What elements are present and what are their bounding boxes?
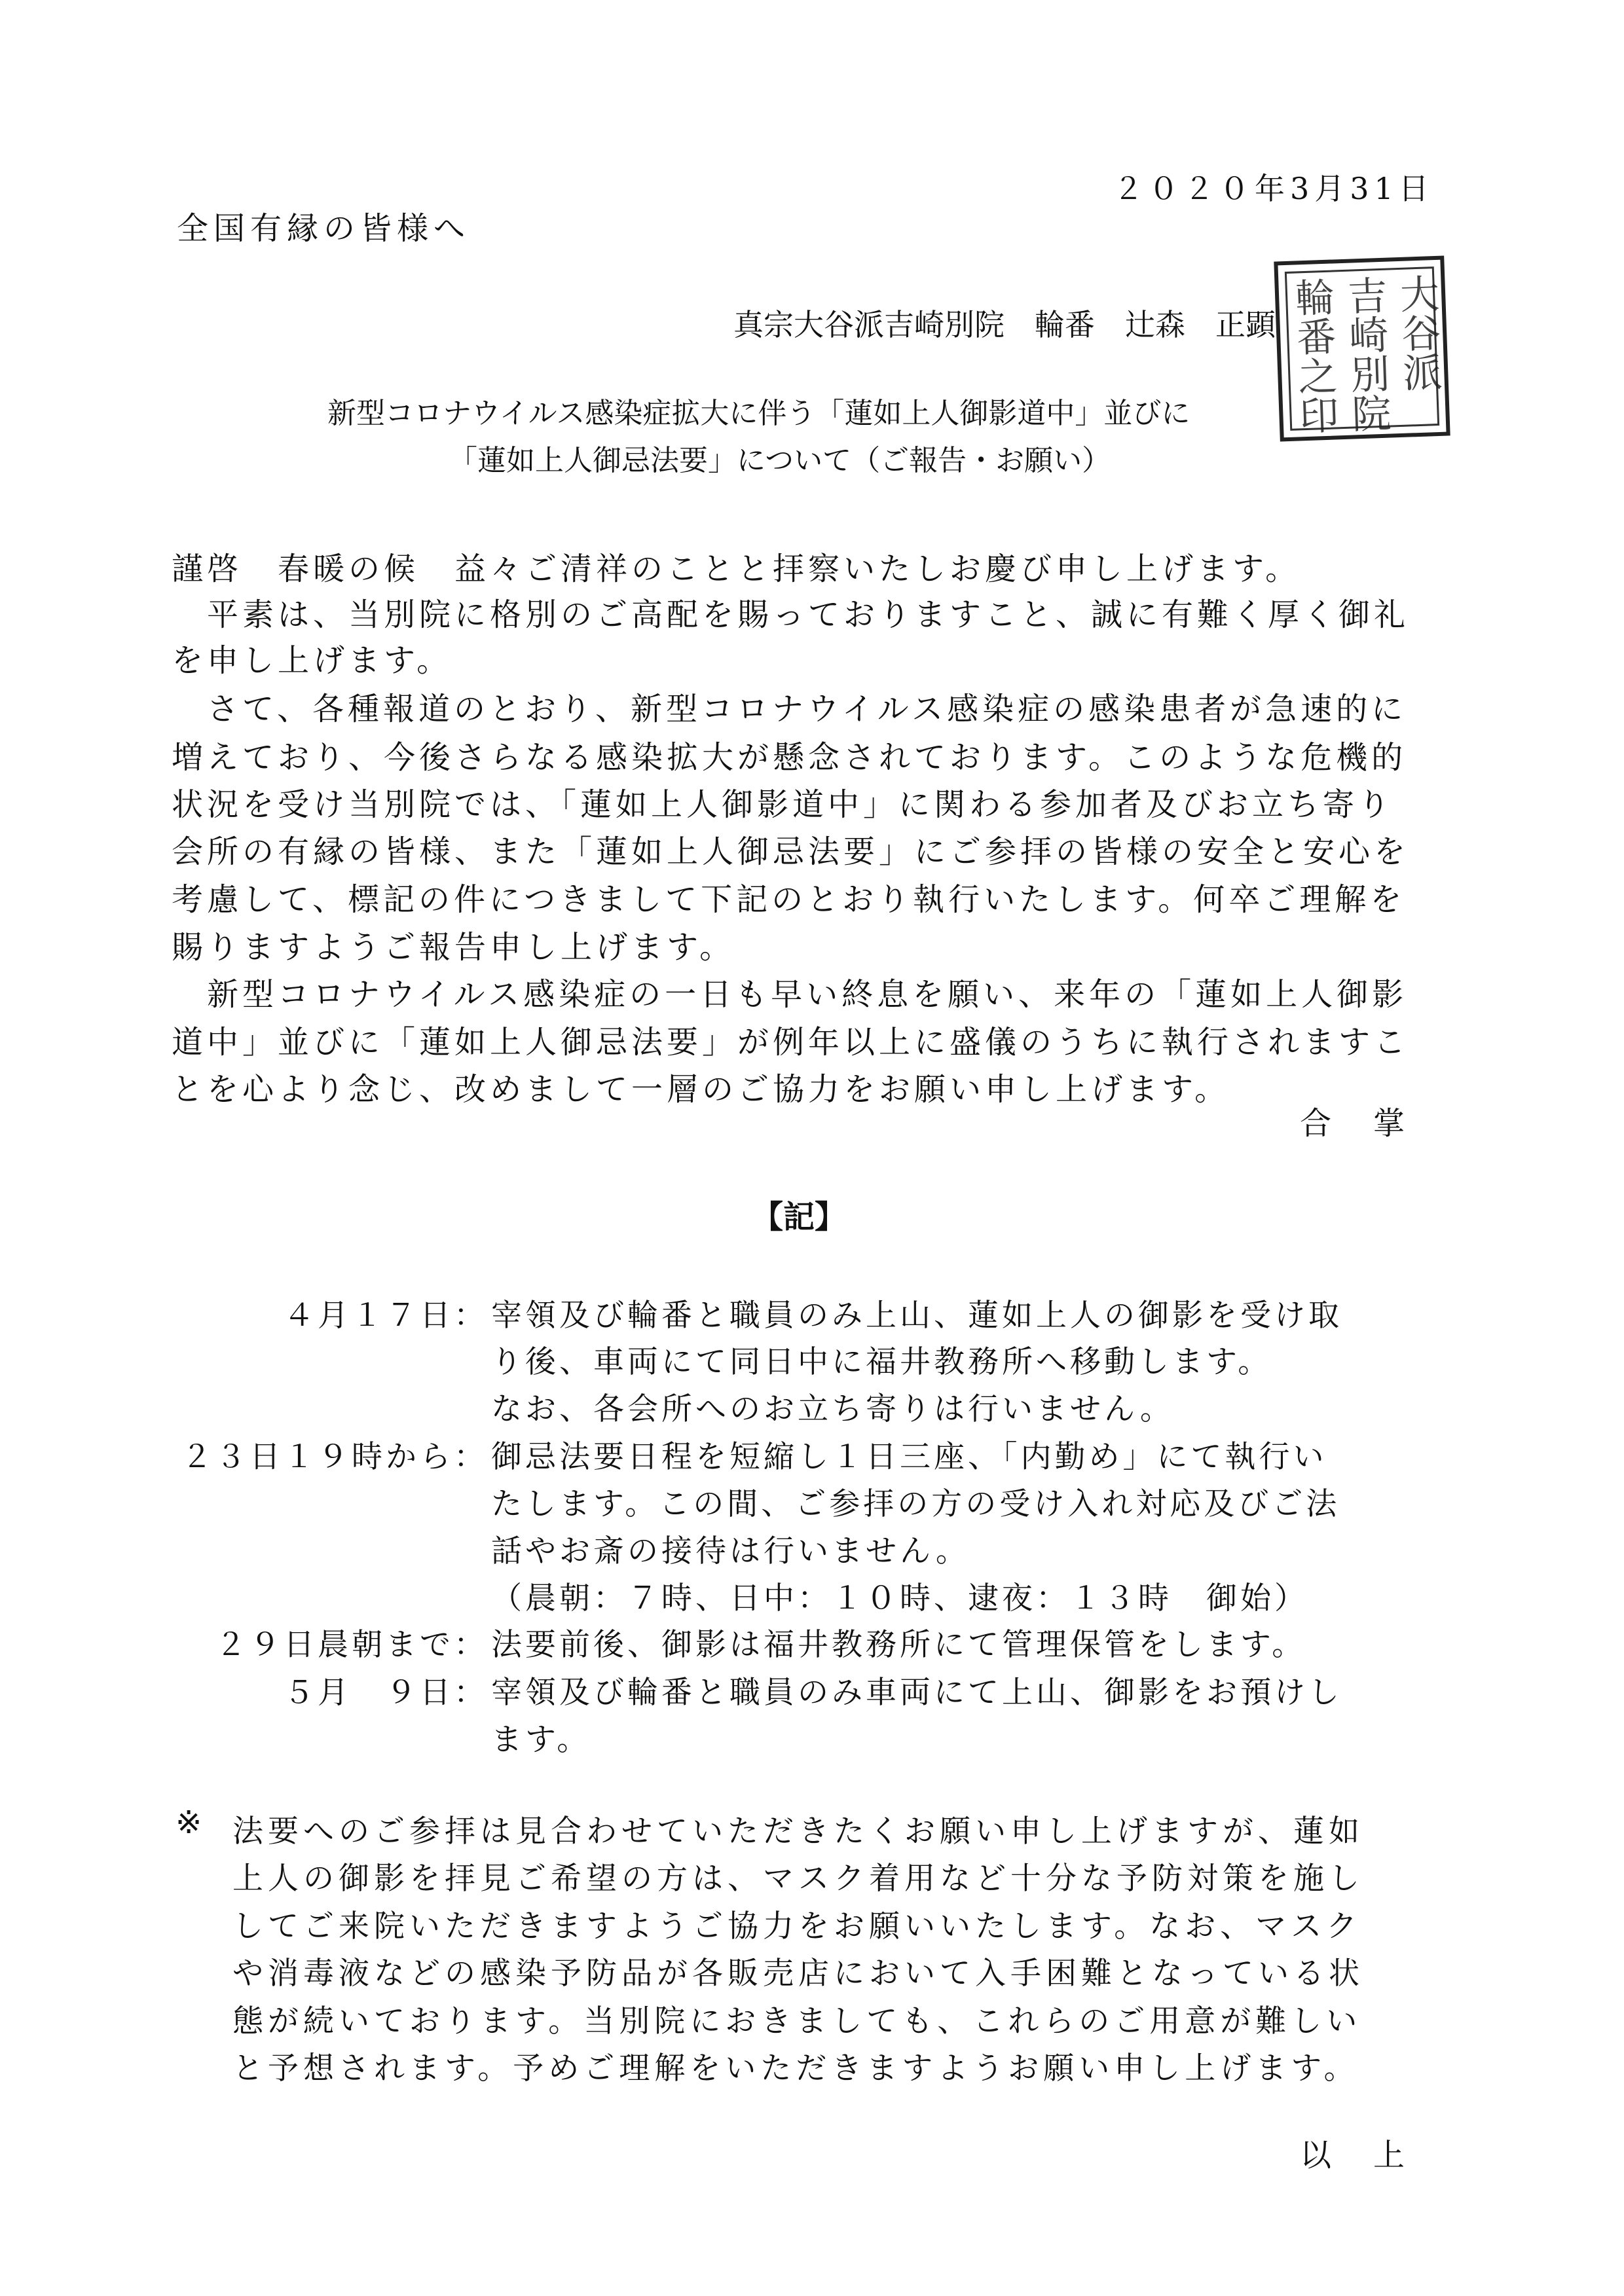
schedule-line: ます。 (491, 1722, 591, 1758)
seal-text: 輪番之印 (1288, 276, 1340, 435)
body-line: 平素は、当別院に格別のご高配を賜っておりますこと、誠に有難く厚く御礼 (172, 596, 1410, 633)
document-date: ２０２０年3月31日 (1113, 171, 1434, 206)
addressee: 全国有縁の皆様へ (177, 210, 471, 247)
body-line: 考慮して、標記の件につきまして下記のとおり執行いたします。何卒ご理解を (172, 881, 1406, 918)
schedule-date: ２９日晨朝まで： (215, 1627, 488, 1663)
schedule-line: り後、車両にて同日中に福井教務所へ移動します。 (491, 1344, 1272, 1380)
sender: 真宗大谷派吉崎別院 輪番 辻森 正顕 (733, 307, 1276, 342)
schedule-line: 話やお斎の接待は行いません。 (491, 1533, 970, 1569)
body-line: 賜りますようご報告申し上げます。 (172, 929, 735, 966)
schedule-line: 宰領及び輪番と職員のみ車両にて上山、御影をお預けし (491, 1675, 1342, 1711)
title-line: 「蓮如上人御忌法要」について（ご報告・お願い） (449, 444, 1111, 477)
note-line: や消毒液などの感染予防品が各販売店において入手困難となっている状 (232, 1956, 1364, 1992)
body-line: 謹啓 春暖の候 益々ご清祥のことと拝察いたしお慶び申し上げます。 (172, 551, 1301, 587)
ki-heading: 【記】 (752, 1199, 847, 1235)
schedule-line: 御忌法要日程を短縮し１日三座、「内勤め」にて執行い (491, 1439, 1327, 1475)
note-line: してご来院いただきますようご協力をお願いいたします。なお、マスク (232, 1908, 1362, 1944)
schedule-date: ４月１７日： (284, 1298, 488, 1334)
body-line: 状況を受け当別院では、「蓮如上人御影道中」に関わる参加者及びお立ち寄り (172, 786, 1394, 823)
body-line: 道中」並びに「蓮如上人御忌法要」が例年以上に盛儀のうちに執行されますこ (172, 1024, 1410, 1061)
seal-text: 吉崎別院 (1340, 274, 1392, 433)
body-line: 増えており、今後さらなる感染拡大が懸念されております。このような危機的 (172, 739, 1407, 776)
seal-stamp (1274, 256, 1450, 442)
body-line: 新型コロナウイルス感染症の一日も早い終息を願い、来年の「蓮如上人御影 (172, 976, 1408, 1013)
seal-text: 大谷派 (1393, 272, 1443, 393)
schedule-line: 宰領及び輪番と職員のみ上山、蓮如上人の御影を受け取 (491, 1298, 1342, 1334)
note-line: と予想されます。予めご理解をいただきますようお願い申し上げます。 (232, 2050, 1359, 2086)
body-line: 会所の有縁の皆様、また「蓮如上人御忌法要」にご参拝の皆様の安全と安心を (172, 833, 1410, 870)
title-line: 新型コロナウイルス感染症拡大に伴う「蓮如上人御影道中」並びに (327, 397, 1190, 430)
end-ijo: 以 上 (1300, 2137, 1411, 2174)
body-line: とを心より念じ、改めまして一層のご協力をお願い申し上げます。 (172, 1071, 1230, 1108)
schedule-line: （晨朝：７時、日中：１０時、逮夜：１３時 御始） (491, 1580, 1308, 1616)
schedule-line: 法要前後、御影は福井教務所にて管理保管をします。 (491, 1627, 1306, 1663)
note-line: 法要へのご参拝は見合わせていただきたくお願い申し上げますが、蓮如 (232, 1813, 1364, 1850)
body-line: を申し上げます。 (172, 642, 452, 679)
body-line: さて、各種報道のとおり、新型コロナウイルス感染症の感染患者が急速的に (172, 691, 1407, 727)
schedule-line: たします。この間、ご参拝の方の受け入れ対応及びご法 (491, 1486, 1340, 1522)
schedule-line: なお、各会所へのお立ち寄りは行いません。 (491, 1391, 1174, 1427)
schedule-date: ５月 ９日： (284, 1675, 488, 1711)
note-line: 上人の御影を拝見ご希望の方は、マスク着用など十分な予防対策を施し (232, 1861, 1364, 1897)
closing-gassho: 合 掌 (1300, 1105, 1411, 1142)
schedule-date: ２３日１９時から： (181, 1439, 488, 1475)
note-line: 態が続いております。当別院におきましても、これらのご用意が難しい (232, 2003, 1362, 2039)
note-mark: ※ (175, 1804, 202, 1841)
